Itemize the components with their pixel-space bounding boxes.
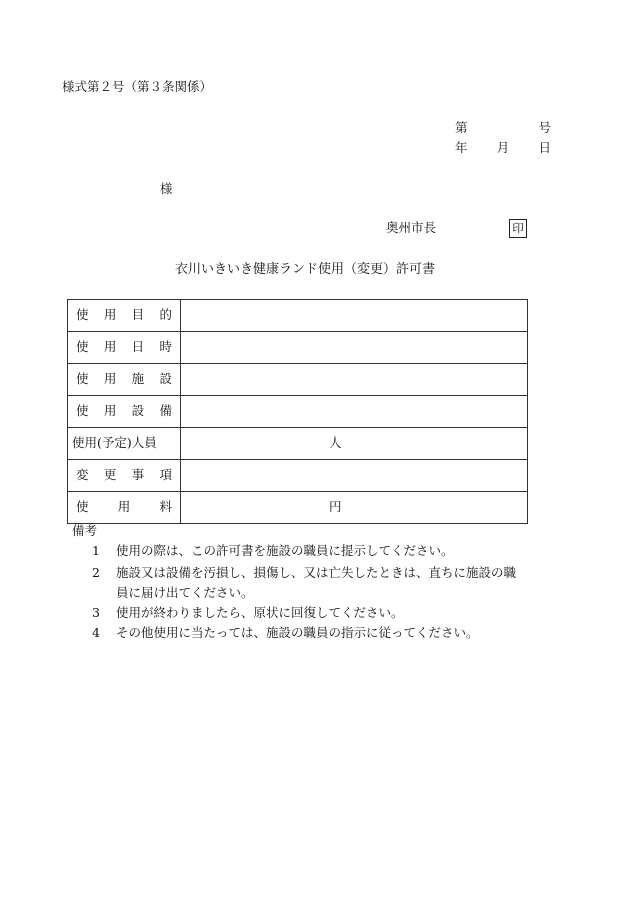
label-char: 変 [76,467,89,483]
label-char: 目 [131,307,145,323]
table-row-facility [68,364,528,396]
row-label-fee [68,492,181,524]
row-label-datetime [68,332,181,364]
label-char: 用 [103,339,117,355]
note-text: その他使用に当たっては、施設の職員の指示に従ってください。 [116,625,479,640]
date-line [455,142,551,155]
note-text: 員に届け出てください。 [116,585,254,600]
label-char: 用 [103,307,117,323]
table-row-attendees [68,428,528,460]
table-row-datetime [68,332,528,364]
table-row-fee [68,492,528,524]
row-label-equipment [68,396,181,428]
form-number: 様式第２号（第３条関係） [62,79,213,94]
label-char: 項 [159,467,172,483]
issuer-name: 奥州市長 [386,220,437,235]
permit-details-table [67,299,528,524]
label-char: 施 [131,371,145,387]
note-text: 使用の際は、この許可書を施設の職員に提示してください。 [116,543,454,558]
label-char: 使 [76,307,89,323]
value-cell-fee[interactable] [181,492,528,524]
note-number: 4 [92,625,100,640]
value-cell-datetime[interactable] [181,332,528,364]
unit-people: 人 [329,435,342,451]
date-year: 年 [455,140,468,155]
date-month: 月 [496,140,510,155]
label-char: 更 [103,467,117,483]
unit-yen: 円 [329,499,342,515]
note-item-2-continued [116,587,254,600]
number-prefix: 第 [455,120,468,135]
value-cell-facility[interactable] [181,364,528,396]
table-row-equipment [68,396,528,428]
row-label-facility [68,364,181,396]
label-char: 用 [103,403,117,419]
recipient-suffix: 様 [160,181,173,196]
row-label-attendees [68,428,181,460]
value-cell-purpose[interactable] [181,300,528,332]
row-label-purpose [68,300,181,332]
date-day: 日 [538,140,551,155]
seal-stamp: 印 [509,219,527,238]
table-row-changes [68,460,528,492]
row-label-changes [68,460,181,492]
label-char: 使 [76,403,89,419]
label-char: 事 [131,467,145,483]
label-char: 使 [76,371,89,387]
label-char: 使 [76,499,89,515]
value-cell-changes[interactable] [181,460,528,492]
label-char: 備 [159,403,172,419]
note-text: 使用が終わりましたら、原状に回復してください。 [116,605,404,620]
note-number: 3 [92,605,100,620]
label-char: 使 [76,339,89,355]
notes-title: 備考 [72,523,98,538]
table-row-purpose [68,300,528,332]
label-char: 時 [159,339,172,355]
label-char: 料 [159,499,172,515]
label-char: 用 [117,499,131,515]
document-title: 衣川いきいき健康ランド使用（変更）許可書 [175,262,436,277]
label-char: 設 [159,371,172,387]
value-cell-equipment[interactable] [181,396,528,428]
value-cell-attendees[interactable] [181,428,528,460]
note-item-4 [92,627,479,640]
label-char: 設 [131,403,145,419]
note-item-2 [92,567,516,580]
label-char: 日 [131,339,145,355]
number-suffix: 号 [538,120,551,135]
note-text: 施設又は設備を汚損し、損傷し、又は亡失したときは、直ちに施設の職 [116,565,517,580]
note-item-3 [92,607,404,620]
note-number: 2 [92,565,100,580]
document-number-line [455,122,551,135]
note-number: 1 [92,543,100,558]
label-char: 用 [103,371,117,387]
label-text: 使用(予定)人員 [72,435,157,451]
label-char: 的 [159,307,172,323]
note-item-1 [92,545,454,558]
